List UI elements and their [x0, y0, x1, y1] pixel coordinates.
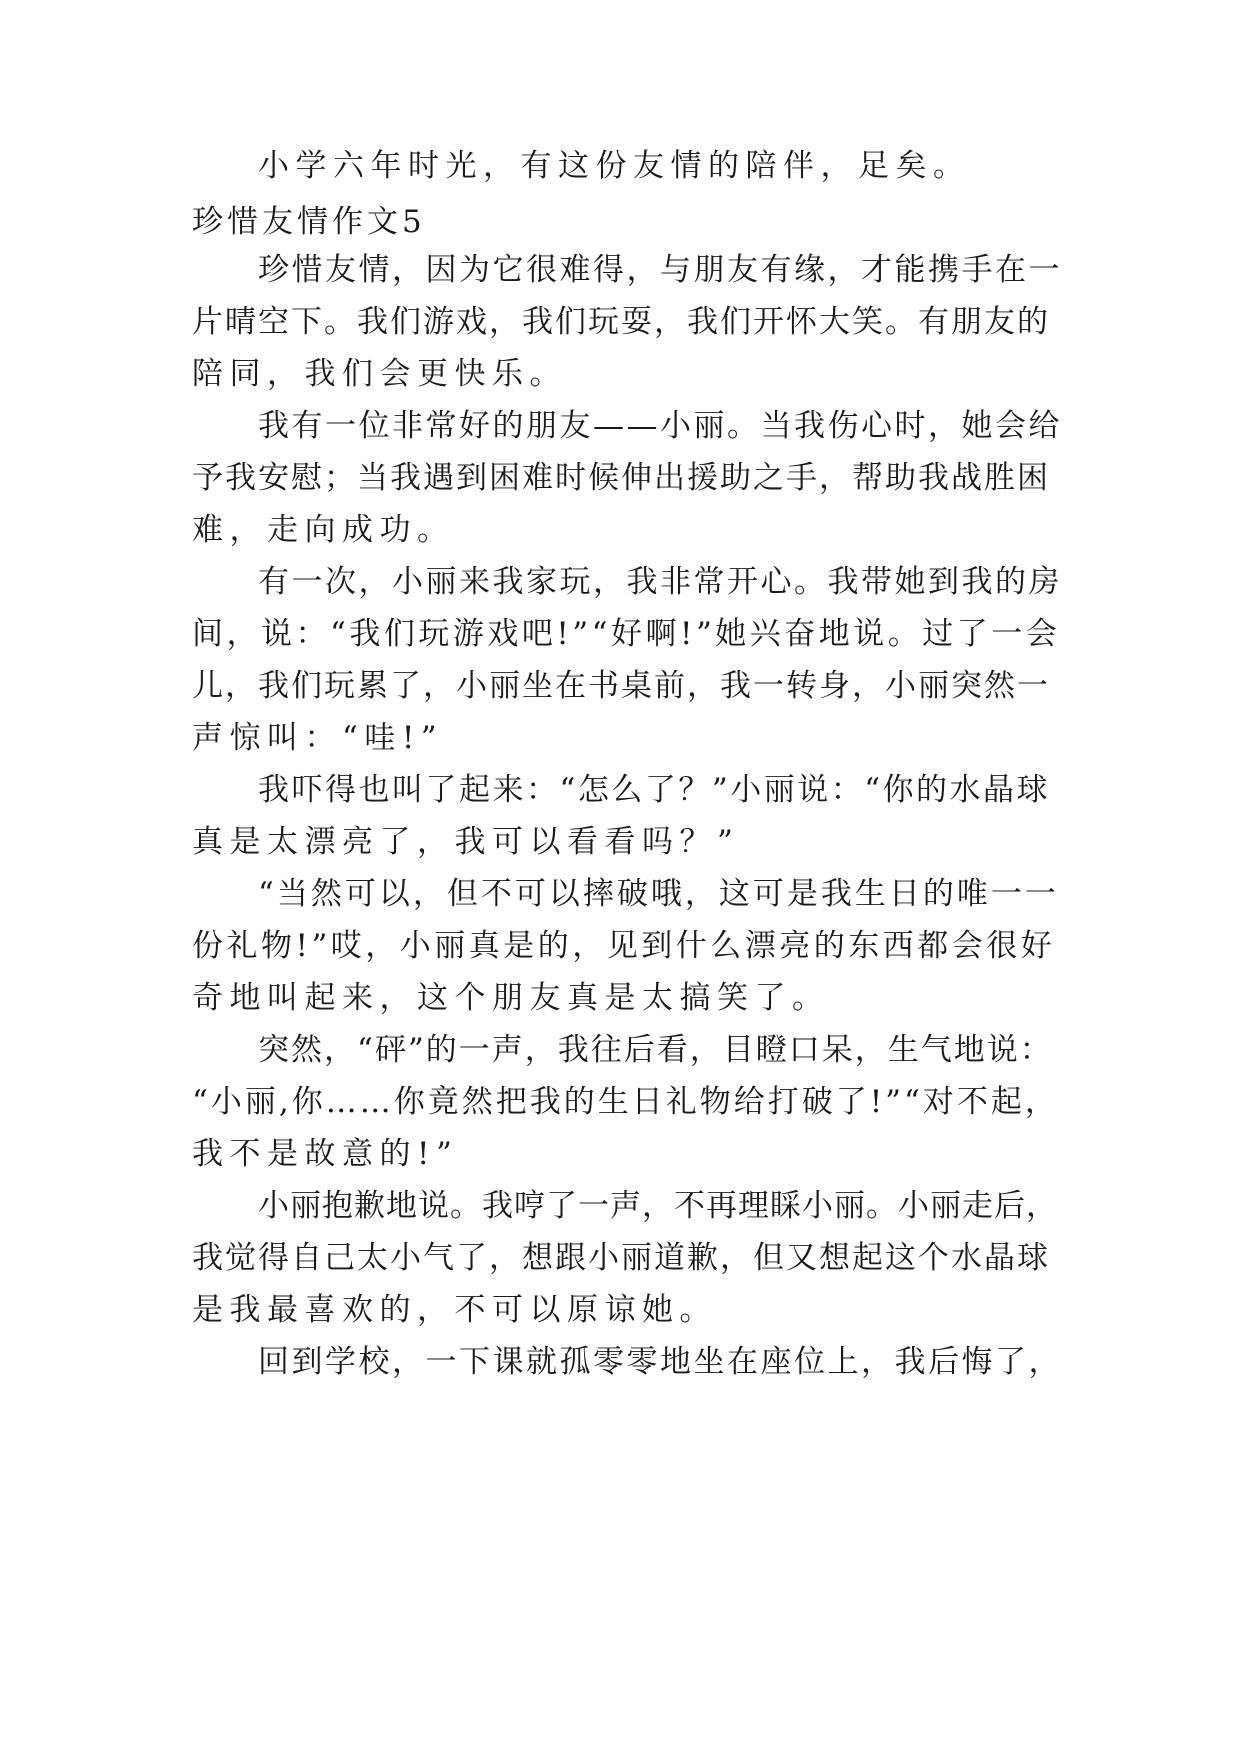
paragraph-line: 难，走向成功。	[192, 512, 455, 548]
paragraph-line: 间，说：“我们玩游戏吧!”“好啊!”她兴奋地说。过了一会	[192, 616, 1061, 652]
paragraph-line: 珍惜友情，因为它很难得，与朋友有缘，才能携手在一	[258, 252, 1062, 288]
paragraph-line: 小学六年时光，有这份友情的陪伴，足矣。	[258, 148, 971, 184]
paragraph-line: 回到学校，一下课就孤零零地坐在座位上，我后悔了，	[258, 1344, 1062, 1380]
paragraph-line: 陪同，我们会更快乐。	[192, 356, 567, 392]
paragraph-line: 份礼物!”哎，小丽真是的，见到什么漂亮的东西都会很好	[192, 928, 1056, 964]
paragraph-line: 予我安慰；当我遇到困难时候伸出援助之手，帮助我战胜困	[192, 460, 1050, 496]
paragraph-line: 声惊叫：“哇!”	[192, 720, 444, 756]
paragraph-line: 我有一位非常好的朋友——小丽。当我伤心时，她会给	[258, 408, 1062, 444]
paragraph-line: 是我最喜欢的，不可以原谅她。	[192, 1292, 717, 1328]
paragraph-line: 真是太漂亮了，我可以看看吗？”	[192, 824, 740, 860]
paragraph-line: 我觉得自己太小气了，想跟小丽道歉，但又想起这个水晶球	[192, 1240, 1050, 1276]
paragraph-line: 有一次，小丽来我家玩，我非常开心。我带她到我的房	[258, 564, 1062, 600]
section-heading: 珍惜友情作文5	[192, 204, 426, 240]
paragraph-line: 我吓得也叫了起来：“怎么了？”小丽说：“你的水晶球	[258, 772, 1051, 808]
paragraph-line: 儿，我们玩累了，小丽坐在书桌前，我一转身，小丽突然一	[192, 668, 1050, 704]
paragraph-line: 片晴空下。我们游戏，我们玩耍，我们开怀大笑。有朋友的	[192, 304, 1050, 340]
paragraph-line: “当然可以，但不可以摔破哦，这可是我生日的唯一一	[258, 876, 1059, 912]
paragraph-line: 我不是故意的!”	[192, 1136, 459, 1172]
paragraph-line: 小丽抱歉地说。我哼了一声，不再理睬小丽。小丽走后，	[258, 1188, 1058, 1224]
paragraph-line: “小丽,你……你竟然把我的生日礼物给打破了!”“对不起，	[192, 1084, 1059, 1120]
paragraph-line: 奇地叫起来，这个朋友真是太搞笑了。	[192, 980, 830, 1016]
paragraph-line: 突然，“砰”的一声，我往后看，目瞪口呆，生气地说：	[258, 1032, 1053, 1068]
